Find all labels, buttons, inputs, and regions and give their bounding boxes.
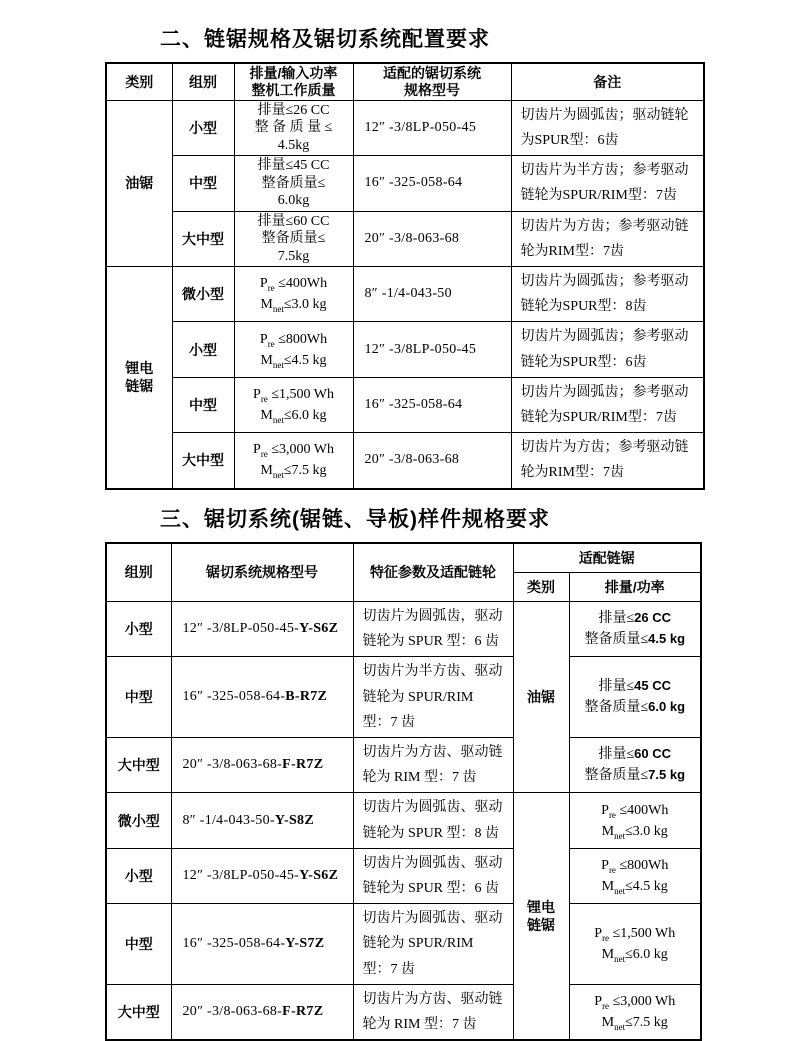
t1-header-group: 组别 [172, 63, 234, 100]
t1-header-system [353, 63, 511, 100]
section-3-title: 三、锯切系统(锯链、导板)样件规格要求 [160, 507, 550, 531]
t1-group-cell: 中型 [172, 156, 234, 212]
t2-category-battery: 锂电 链锯 [513, 793, 569, 1040]
table-row [106, 657, 701, 738]
t1-group-cell: 小型 [172, 100, 234, 156]
t1-model-cell: 16″ -325-058-64 [353, 377, 511, 432]
t2-model-cell: 12″ -3/8LP-050-45-Y-S6Z [171, 848, 353, 903]
t1-spec-cell: 排量≤60 CC 整备质量≤ 7.5kg [234, 211, 353, 267]
table-row [106, 211, 704, 267]
t2-group-cell: 中型 [106, 904, 171, 985]
t2-feature-cell: 切齿片为圆弧齿、驱动链轮为 SPUR 型：8 齿 [353, 793, 513, 848]
t2-model-cell: 20″ -3/8-063-68-F-R7Z [171, 738, 353, 793]
t1-header-spec-line1: 排量/输入功率 [249, 65, 338, 81]
t1-spec-cell: 排量≤45 CC 整备质量≤ 6.0kg [234, 156, 353, 212]
t2-rating-cell: $P_{re} \le 400Wh$ $M_{net}\le 3.0$ kg [569, 793, 701, 848]
table-row [106, 433, 704, 489]
t1-model-cell: 20″ -3/8-063-68 [353, 433, 511, 489]
t1-model-cell: 8″ -1/4-043-50 [353, 267, 511, 322]
t2-rating-cell: 排量≤45 CC 整备质量≤6.0 kg [569, 657, 701, 738]
t2-model-cell: 16″ -325-058-64-B-R7Z [171, 657, 353, 738]
section-2-title: 二、链锯规格及锯切系统配置要求 [160, 28, 490, 51]
t1-header-system-line2: 规格型号 [404, 81, 460, 98]
t2-model-cell: 16″ -325-058-64-Y-S7Z [171, 904, 353, 985]
table-row [106, 984, 701, 1040]
t2-rating-cell: 排量≤26 CC 整备质量≤4.5 kg [569, 602, 701, 657]
table-row [106, 322, 704, 377]
t1-model-cell: 20″ -3/8-063-68 [353, 211, 511, 267]
t2-feature-cell: 切齿片为圆弧齿，驱动链轮为 SPUR 型：6 齿 [353, 602, 513, 657]
t2-header-group: 组别 [106, 543, 171, 602]
t2-header-rating: 排量/功率 [569, 573, 701, 602]
t2-model-cell: 12″ -3/8LP-050-45-Y-S6Z [171, 602, 353, 657]
t1-header-category: 类别 [106, 63, 172, 100]
t1-group-cell: 中型 [172, 377, 234, 432]
t2-group-cell: 大中型 [106, 984, 171, 1040]
t1-remark-cell: 切齿片为圆弧齿；驱动链轮为SPUR型：6齿 [511, 100, 704, 156]
t1-remark-cell: 切齿片为方齿；参考驱动链轮为RIM型：7齿 [511, 211, 704, 267]
table-row [106, 267, 704, 322]
t1-header-system-line1: 适配的锯切系统 [383, 65, 481, 81]
t1-group-cell: 小型 [172, 322, 234, 377]
table-row [106, 738, 701, 793]
t2-feature-cell: 切齿片为半方齿、驱动链轮为 SPUR/RIM 型：7 齿 [353, 657, 513, 738]
table-row [106, 156, 704, 212]
t2-group-cell: 小型 [106, 602, 171, 657]
t2-feature-cell: 切齿片为方齿、驱动链轮为 RIM 型：7 齿 [353, 984, 513, 1040]
t2-rating-cell: $P_{re} \le 1,500$ Wh $M_{net}\le 6.0$ kg [569, 904, 701, 985]
t1-remark-cell: 切齿片为半方齿；参考驱动链轮为SPUR/RIM型：7齿 [511, 156, 704, 212]
t1-category-gas: 油锯 [106, 100, 172, 267]
table-row [106, 793, 701, 848]
t2-feature-cell: 切齿片为圆弧齿、驱动链轮为 SPUR 型：6 齿 [353, 848, 513, 903]
table-row [106, 100, 704, 156]
t2-group-cell: 中型 [106, 657, 171, 738]
chainsaw-spec-table [105, 62, 705, 490]
t1-model-cell: 16″ -325-058-64 [353, 156, 511, 212]
sawing-system-spec-table [105, 542, 702, 1041]
t1-group-cell: 大中型 [172, 211, 234, 267]
t2-rating-cell: 排量≤60 CC 整备质量≤7.5 kg [569, 738, 701, 793]
t1-spec-cell: 排量≤26 CC 整 备 质 量 ≤ 4.5kg [234, 100, 353, 156]
t1-header-spec [234, 63, 353, 100]
t2-header-model: 锯切系统规格型号 [171, 543, 353, 602]
t1-remark-cell: 切齿片为方齿；参考驱动链轮为RIM型：7齿 [511, 433, 704, 489]
t2-category-gas: 油锯 [513, 602, 569, 793]
t1-spec-cell: $P_{re} \le 1,500$ Wh $M_{net}\le 6.0$ kg [234, 377, 353, 432]
t1-group-cell: 大中型 [172, 433, 234, 489]
t2-group-cell: 大中型 [106, 738, 171, 793]
table-row [106, 377, 704, 432]
t2-model-cell: 20″ -3/8-063-68-F-R7Z [171, 984, 353, 1040]
t1-remark-cell: 切齿片为圆弧齿；参考驱动链轮为SPUR型：6齿 [511, 322, 704, 377]
t1-spec-cell: $P_{re} \le 400Wh$ $M_{net}\le 3.0$ kg [234, 267, 353, 322]
t1-spec-cell: $P_{re} \le 3,000$ Wh $M_{net}\le 7.5$ kg [234, 433, 353, 489]
t2-group-cell: 微小型 [106, 793, 171, 848]
t1-category-battery: 锂电 链锯 [106, 267, 172, 489]
t1-header-spec-line2: 整机工作质量 [251, 81, 336, 98]
t1-spec-cell: $P_{re} \le 800Wh$ $M_{net}\le 4.5$ kg [234, 322, 353, 377]
t2-rating-cell: $P_{re} \le 3,000$ Wh $M_{net}\le 7.5$ kg [569, 984, 701, 1040]
t2-feature-cell: 切齿片为圆弧齿、驱动链轮为 SPUR/RIM 型：7 齿 [353, 904, 513, 985]
t2-model-cell: 8″ -1/4-043-50-Y-S8Z [171, 793, 353, 848]
t2-header-category: 类别 [513, 573, 569, 602]
t1-model-cell: 12″ -3/8LP-050-45 [353, 100, 511, 156]
t2-header-feature: 特征参数及适配链轮 [353, 543, 513, 602]
t2-rating-cell: $P_{re} \le 800Wh$ $M_{net}\le 4.5$ kg [569, 848, 701, 903]
table-row [106, 602, 701, 657]
t1-model-cell: 12″ -3/8LP-050-45 [353, 322, 511, 377]
t2-header-adapt: 适配链锯 [513, 543, 701, 573]
t1-group-cell: 微小型 [172, 267, 234, 322]
t1-header-remarks: 备注 [511, 63, 704, 100]
t1-remark-cell: 切齿片为圆弧齿；参考驱动链轮为SPUR型：8齿 [511, 267, 704, 322]
t2-group-cell: 小型 [106, 848, 171, 903]
table-row [106, 848, 701, 903]
t1-remark-cell: 切齿片为圆弧齿；参考驱动链轮为SPUR/RIM型：7齿 [511, 377, 704, 432]
t2-feature-cell: 切齿片为方齿、驱动链轮为 RIM 型：7 齿 [353, 738, 513, 793]
table-row [106, 904, 701, 985]
